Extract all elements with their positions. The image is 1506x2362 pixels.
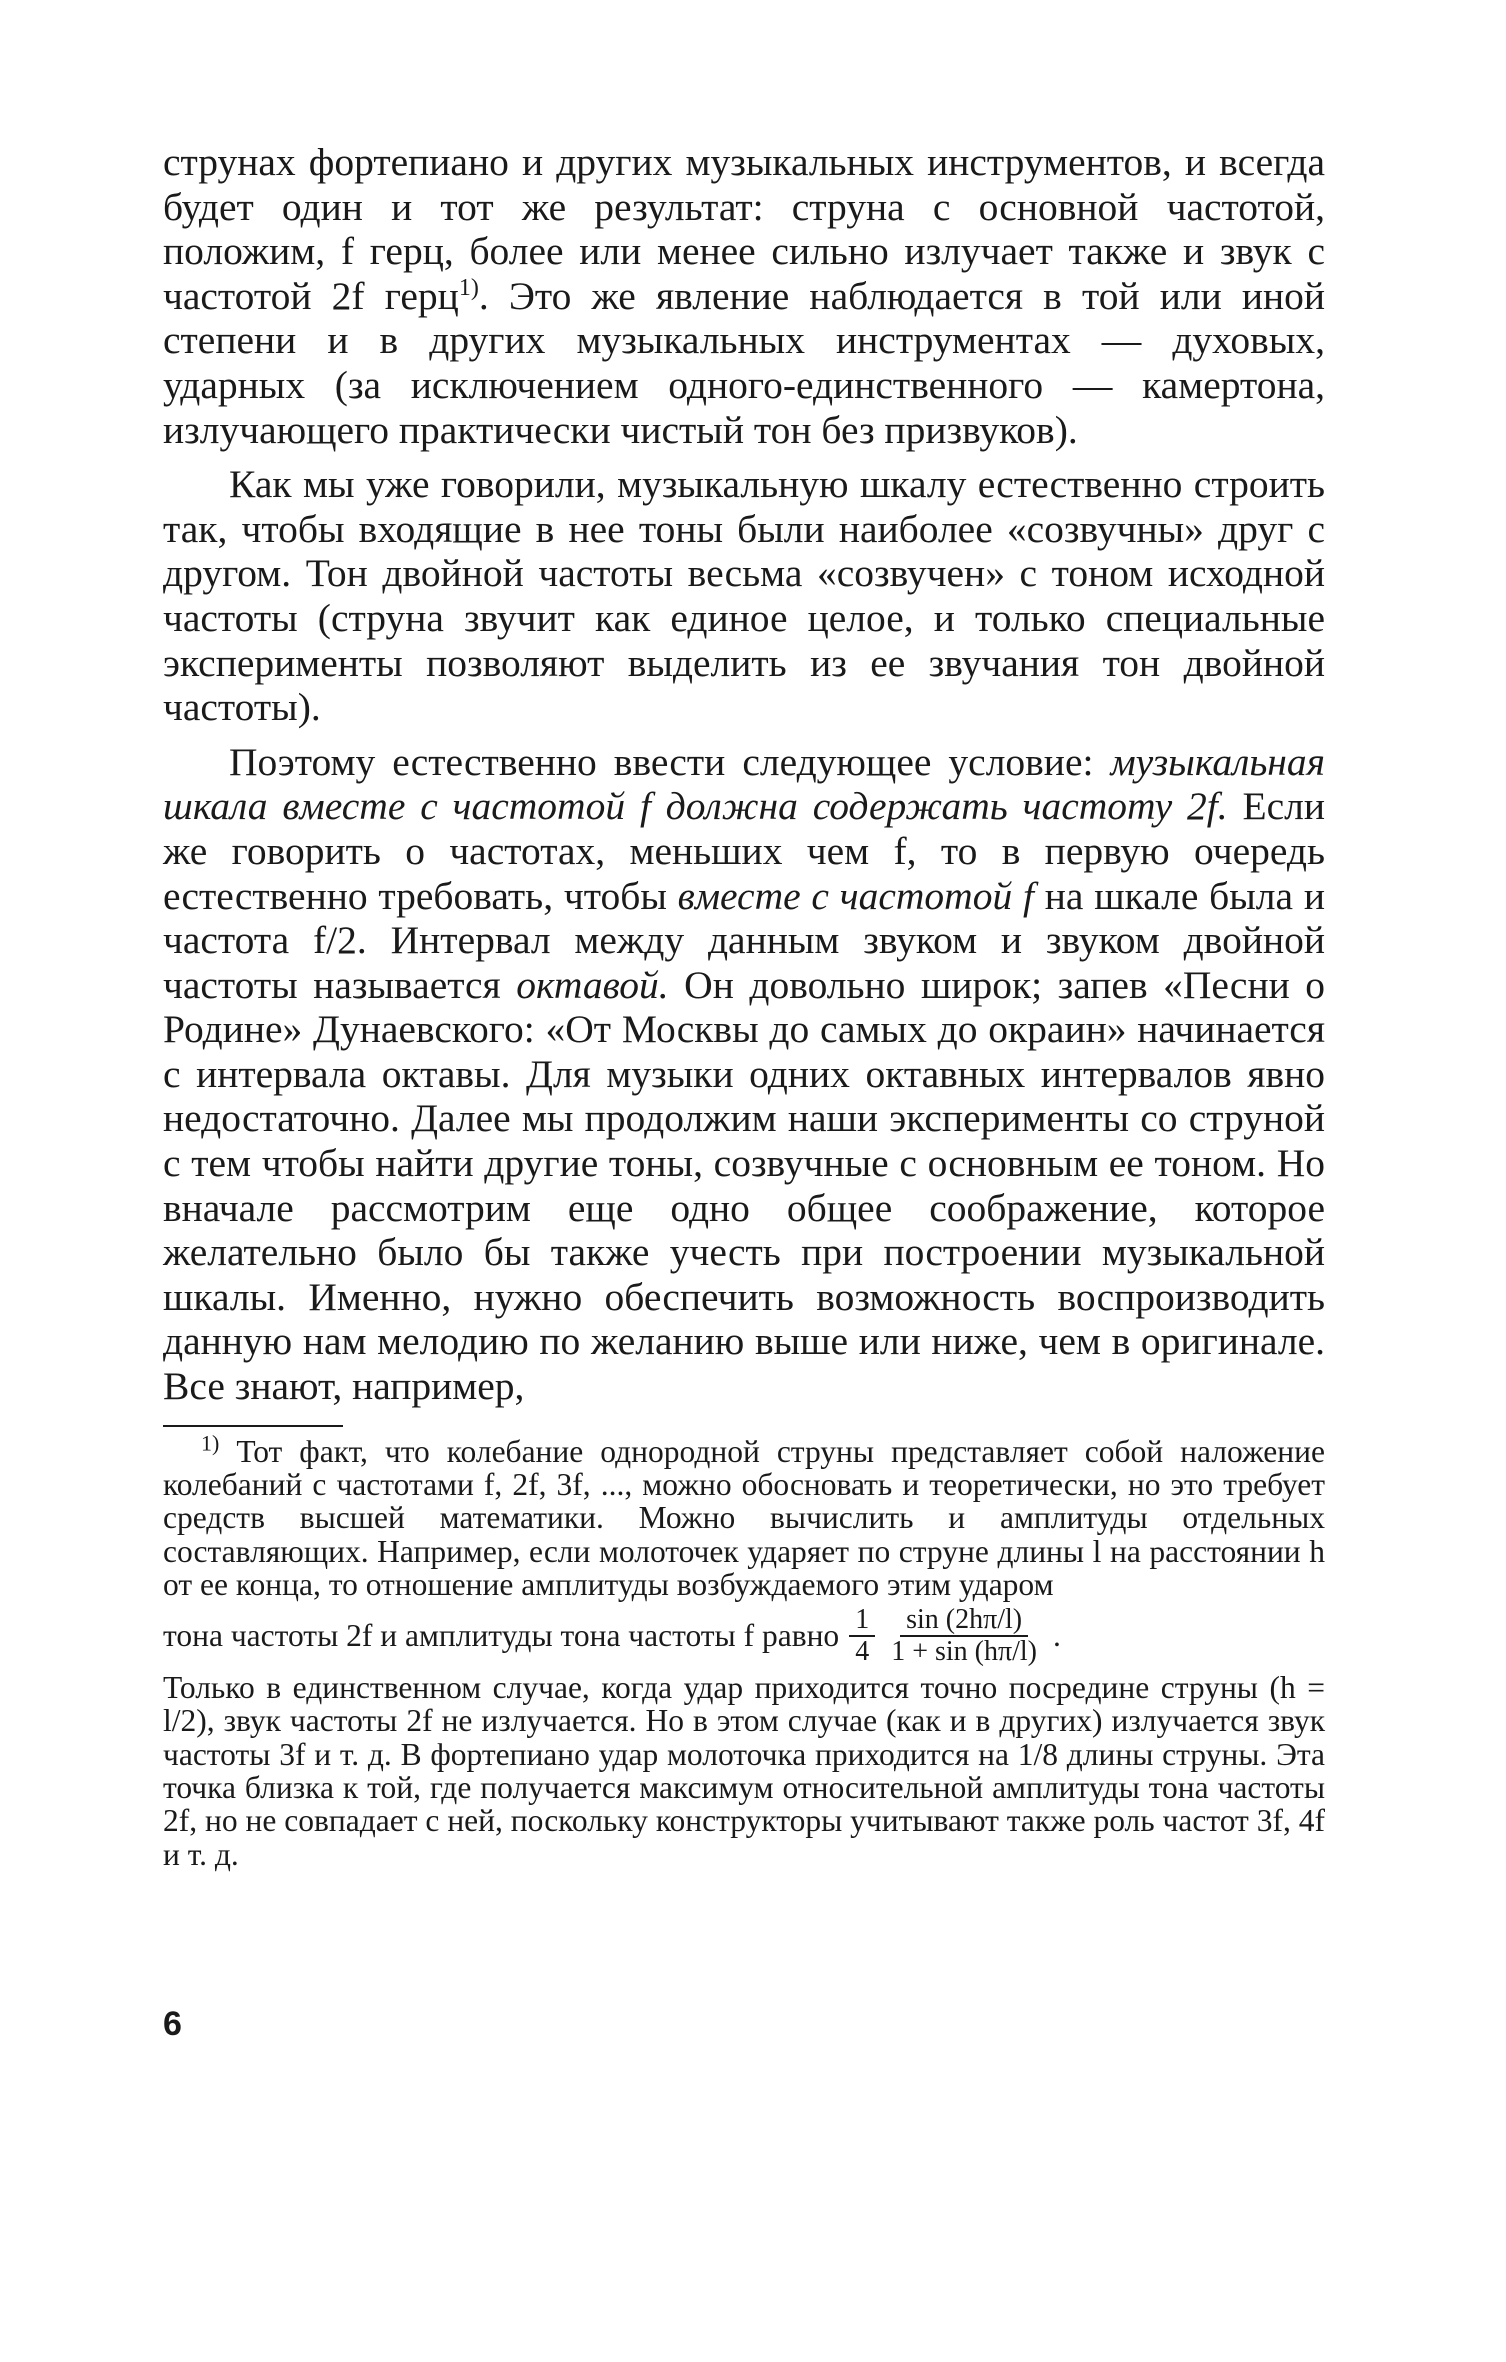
footnote-paragraph-1 [163,1430,1325,1602]
footnote-marker: 1) [201,1430,220,1456]
formula-prefix: тона частоты 2f и амплитуды тона частоты f равно [163,1618,840,1654]
page-content [163,140,1325,1871]
footnote [163,1430,1325,1872]
fraction-denominator: 1 + sin (hπ/l) [891,1636,1037,1668]
coefficient-numerator: 1 [849,1605,875,1637]
paragraph-3 [163,740,1325,1409]
paragraph-1-end: . Это же явление наблюдается в той или иной степени и в других музыкальных инструментах — духовых, ударных (за исключением одного-единственного — камертона, излучающего практически чистый тон без призвуков). [163,273,1325,452]
formula-fraction [885,1605,1043,1667]
formula-suffix: . [1053,1618,1061,1654]
fraction-numerator: sin (2hπ/l) [900,1605,1028,1637]
coefficient-denominator: 4 [855,1636,870,1668]
footnote-text-a: Тот факт, что колебание однородной струны представляет собой наложение колебаний с частотами f, 2f, 3f, ..., можно обосновать и теоретически, но это требует средств высшей математики. Можно вычислить и амплитуды отдельных составляющих. Например, если молоточек ударяет по струне длины l на расстоянии h от ее конца, то отношение амплитуды возбуждаемого этим ударом [163,1433,1325,1602]
paragraph-3-part-a: Поэтому естественно ввести следующее условие: [229,739,1111,784]
paragraph-3-emphasis-2: вместе с частотой f [677,873,1034,918]
formula-coefficient [849,1605,875,1667]
paragraph-3-part-b: Если же говорить о частотах, меньших чем f, то в первую очередь естественно требовать, чтобы [163,784,1325,918]
paragraph-3-emphasis-3: октавой. [516,962,669,1007]
footnote-paragraph-2: Только в единственном случае, когда удар приходится точно посредине струны (h = l/2), звук частоты 2f не излучается. Но в этом случае (как и в других) излучается звук частоты 3f и т. д. В фортепиано удар молоточка приходится на 1/8 длины струны. Эта точка близка к той, где получается максимум относительной амплитуды тона частоты 2f, но не совпадает с ней, поскольку конструкторы учитывают также роль частот 3f, 4f и т. д. [163,1670,1325,1872]
footnote-reference: 1) [458,274,479,301]
footnote-formula-line [163,1605,1325,1667]
footnote-divider [163,1425,343,1427]
paragraph-3-part-c: на шкале была и частота f/2. Интервал между данным звуком и звуком двойной частоты называется [163,873,1325,1007]
paragraph-1 [163,140,1325,452]
main-text [163,140,1325,1409]
page-number: 6 [163,2005,182,2043]
paragraph-3-part-d: Он довольно широк; запев «Песни о Родине» Дунаевского: «От Москвы до самых до окраин» начинается с интервала октавы. Для музыки одних октавных интервалов явно недостаточно. Далее мы продолжим наши эксперименты со струной с тем чтобы найти другие тоны, созвучные с основным ее тоном. Но вначале рассмотрим еще одно общее соображение, которое желательно было бы также учесть при построении музыкальной шкалы. Именно, нужно обеспечить возможность воспроизводить данную нам мелодию по желанию выше или ниже, чем в оригинале. Все знают, например, [163,962,1325,1409]
paragraph-2: Как мы уже говорили, музыкальную шкалу естественно строить так, чтобы входящие в нее тоны были наиболее «созвучны» друг с другом. Тон двойной частоты весьма «созвучен» с тоном исходной частоты (струна звучит как единое целое, и только специальные эксперименты позволяют выделить из ее звучания тон двойной частоты). [163,462,1325,730]
paragraph-3-emphasis-1: музыкальная шкала вместе с частотой f должна содержать частоту 2f. [163,739,1325,829]
paragraph-1-text: струнах фортепиано и других музыкальных инструментов, и всегда будет один и тот же результат: струна с основной частотой, положим, f герц, более или менее сильно излучает также и звук с частотой 2f герц [163,140,1325,318]
